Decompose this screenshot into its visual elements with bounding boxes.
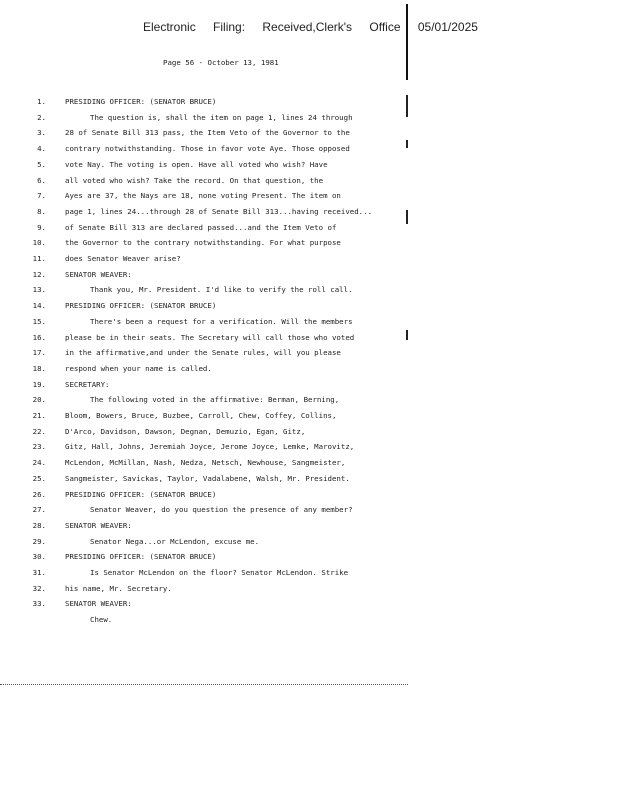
line-text: Senator Weaver, do you question the presence of any member? [90, 505, 353, 515]
transcript-line [0, 254, 618, 270]
line-text: Chew. [90, 615, 113, 625]
page-header: Page 56 - October 13, 1981 [163, 58, 279, 67]
transcript-line [0, 144, 618, 160]
transcript-line [0, 442, 618, 458]
line-text: Is Senator McLendon on the floor? Senator McLendon. Strike [90, 568, 349, 577]
line-number: 8. [37, 206, 46, 216]
line-text: The following voted in the affirmative: Berman, Berning, [90, 395, 340, 405]
transcript-line [0, 584, 618, 600]
speaker-label: PRESIDING OFFICER: (SENATOR BRUCE) [65, 97, 217, 106]
line-number: 14. [32, 301, 46, 311]
transcript-line [0, 505, 618, 521]
line-text: please be in their seats. The Secretary will call those who voted [65, 332, 355, 342]
line-text: page 1, lines 24...through 28 of Senate Bill 313...having received... [65, 206, 373, 216]
line-text: the Governor to the contrary notwithstanding. For what purpose [65, 238, 341, 248]
line-number: 21. [32, 411, 46, 420]
speaker-label: PRESIDING OFFICER: (SENATOR BRUCE) [65, 301, 217, 311]
stamp-part: Electronic [143, 20, 196, 34]
line-text: 28 of Senate Bill 313 pass, the Item Veto of the Governor to the [65, 128, 350, 138]
transcript-line [0, 568, 618, 584]
line-number: 11. [32, 254, 46, 263]
line-number: 17. [32, 348, 46, 358]
line-number: 25. [32, 473, 46, 483]
line-text: vote Nay. The voting is open. Have all voted who wish? Have [65, 159, 328, 169]
transcript-line [0, 176, 618, 192]
line-number: 10. [32, 238, 46, 248]
transcript-line [0, 223, 618, 239]
transcript-line [0, 285, 618, 301]
transcript-line [0, 207, 618, 223]
transcript-line [0, 113, 618, 129]
line-number: 6. [37, 175, 46, 185]
line-text: There's been a request for a verification. Will the members [90, 316, 353, 326]
line-number: 33. [32, 599, 46, 609]
transcript-line [0, 238, 618, 254]
transcript-line [0, 160, 618, 176]
transcript-line [0, 490, 618, 506]
line-number: 15. [32, 316, 46, 326]
speaker-label: PRESIDING OFFICER: (SENATOR BRUCE) [65, 489, 217, 499]
line-text: Sangmeister, Savickas, Taylor, Vadalabene, Walsh, Mr. President. [65, 473, 350, 483]
line-number: 26. [32, 489, 46, 499]
transcript-line [0, 333, 618, 349]
line-number: 27. [32, 505, 46, 515]
line-number: 12. [32, 269, 46, 279]
speaker-label: SENATOR WEAVER: [65, 599, 132, 609]
stamp-part: Received,Clerk's [262, 20, 353, 34]
line-number: 1. [37, 97, 46, 106]
transcript-line [0, 380, 618, 396]
line-text: of Senate Bill 313 are declared passed...and the Item Veto of [65, 222, 337, 232]
bottom-scan-line [0, 684, 408, 685]
transcript-line [0, 599, 618, 615]
transcript-line [0, 317, 618, 333]
filing-stamp [143, 20, 478, 34]
line-number: 9. [37, 222, 46, 232]
transcript-line [0, 552, 618, 568]
line-number: 23. [32, 442, 46, 452]
line-text: D'Arco, Davidson, Dawson, Degnan, Demuzio, Egan, Gitz, [65, 426, 306, 436]
line-number: 20. [32, 395, 46, 405]
line-number: 4. [37, 144, 46, 154]
line-text: all voted who wish? Take the record. On that question, the [65, 175, 324, 185]
stamp-part: Office [369, 20, 401, 34]
line-text: Senator Nega...or McLendon, excuse me. [90, 536, 260, 546]
transcript-line [0, 191, 618, 207]
speaker-label: SENATOR WEAVER: [65, 520, 132, 530]
line-number: 18. [32, 363, 46, 373]
line-number: 32. [32, 583, 46, 593]
line-number: 24. [32, 458, 46, 468]
line-number: 16. [32, 332, 46, 342]
line-number: 13. [32, 285, 46, 295]
line-text: does Senator Weaver arise? [65, 254, 181, 263]
line-text: Thank you, Mr. President. I'd like to verify the roll call. [90, 285, 353, 295]
stamp-part: Filing: [213, 20, 246, 34]
line-number: 19. [32, 379, 46, 389]
transcript-line [0, 458, 618, 474]
transcript-line [0, 301, 618, 317]
line-text: McLendon, McMillan, Nash, Nedza, Netsch, Newhouse, Sangmeister, [65, 458, 346, 468]
line-number: 7. [37, 191, 46, 201]
stamp-part: 05/01/2025 [417, 20, 478, 34]
line-number: 2. [37, 112, 46, 122]
transcript-line [0, 474, 618, 490]
transcript-line [0, 615, 618, 631]
speaker-label: SECRETARY: [65, 379, 110, 389]
line-number: 5. [37, 159, 46, 169]
line-text: respond when your name is called. [65, 363, 212, 373]
line-number: 3. [37, 128, 46, 138]
line-text: in the affirmative,and under the Senate rules, will you please [65, 348, 341, 358]
line-text: Bloom, Bowers, Bruce, Buzbee, Carroll, Chew, Coffey, Collins, [65, 411, 337, 420]
line-number: 31. [32, 568, 46, 577]
line-text: Gitz, Hall, Johns, Jeremiah Joyce, Jerome Joyce, Lemke, Marovitz, [65, 442, 355, 452]
line-number: 29. [32, 536, 46, 546]
line-text: Ayes are 37, the Nays are 18, none voting Present. The item on [65, 191, 341, 201]
line-number: 28. [32, 520, 46, 530]
speaker-label: PRESIDING OFFICER: (SENATOR BRUCE) [65, 552, 217, 562]
transcript-line [0, 97, 618, 113]
line-text: The question is, shall the item on page 1, lines 24 through [90, 112, 353, 122]
line-text: contrary notwithstanding. Those in favor vote Aye. Those opposed [65, 144, 350, 154]
transcript-line [0, 270, 618, 286]
transcript-line [0, 427, 618, 443]
line-number: 30. [32, 552, 46, 562]
speaker-label: SENATOR WEAVER: [65, 269, 132, 279]
line-text: his name, Mr. Secretary. [65, 583, 172, 593]
transcript-line [0, 521, 618, 537]
transcript-line [0, 348, 618, 364]
transcript-line [0, 395, 618, 411]
transcript-line [0, 537, 618, 553]
scan-edge-mark [406, 4, 408, 80]
transcript-line [0, 364, 618, 380]
line-number: 22. [32, 426, 46, 436]
transcript-line [0, 128, 618, 144]
transcript-line [0, 411, 618, 427]
